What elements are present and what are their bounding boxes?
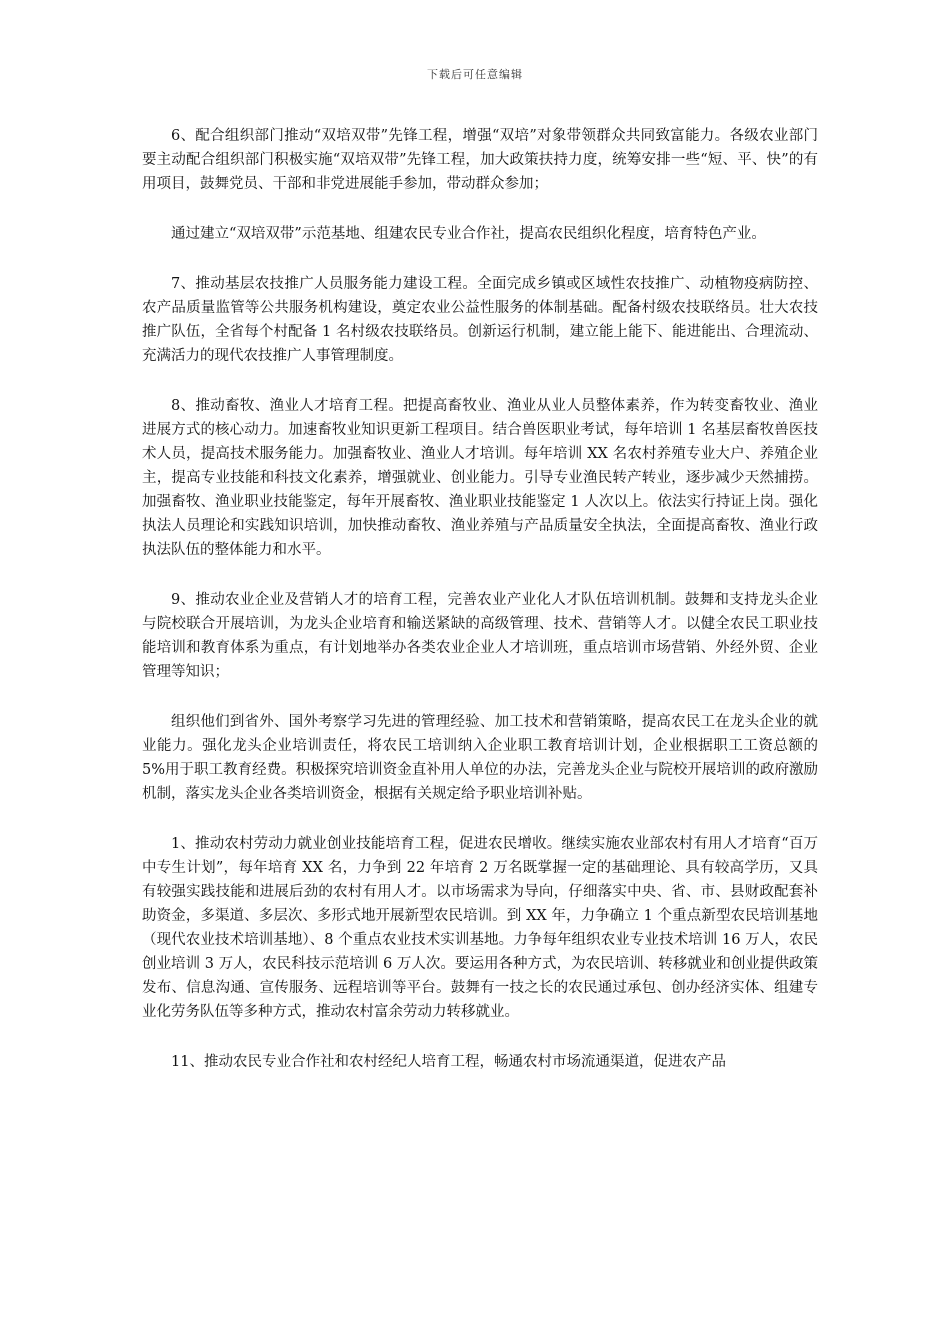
paragraph-11: 11、推动农民专业合作社和农村经纪人培育工程，畅通农村市场流通渠道，促进农产品 bbox=[171, 1054, 726, 1070]
paragraph-7: 7、推动基层农技推广人员服务能力建设工程。全面完成乡镇或区域性农技推广、动植物疫病防控、农产品质量监管等公共服务机构建设，奠定农业公益性服务的体制基础。配备村级农技联络员。壮大农技推广队伍，全省每个村配备 1 名村级农技联络员。创新运行机制，建立能上能下、能进能出、合理流动、充满活力的现代农技推广人事管理制度。 bbox=[142, 276, 818, 364]
paragraph-9: 9、推动农业企业及营销人才的培育工程，完善农业产业化人才队伍培训机制。鼓舞和支持龙头企业与院校联合开展培训，为龙头企业培育和输送紧缺的高级管理、技术、营销等人才。以健全农民工职业技能培训和教育体系为重点，有计划地举办各类农业企业人才培训班，重点培训市场营销、外经外贸、企业管理等知识； bbox=[142, 592, 818, 680]
page-header-note: 下载后可任意编辑 bbox=[427, 68, 523, 81]
paragraph-1: 1、推动农村劳动力就业创业技能培育工程，促进农民增收。继续实施农业部农村有用人才培育“百万中专生计划”，每年培育 XX 名，力争到 22 年培育 2 万名既掌握一定的基础理论、具有较高学历，又具有较强实践技能和进展后劲的农村有用人才。以市场需求为导向，仔细落实中央、省、市、县财政配套补助资金，多渠道、多层次、多形式地开展新型农民培训。到 XX 年，力争确立 1 个重点新型农民培训基地（现代农业技术培训基地）、8 个重点农业技术实训基地。力争每年组织农业专业技术培训 16 万人，农民创业培训 3 万人，农民科技示范培训 6 万人次。要运用各种方式，为农民培训、转移就业和创业提供政策发布、信息沟通、宣传服务、远程培训等平台。鼓舞有一技之长的农民通过承包、创办经济实体、组建专业化劳务队伍等多种方式，推动农村富余劳动力转移就业。 bbox=[142, 836, 818, 1020]
document-body bbox=[142, 124, 818, 1098]
paragraph-6: 6、配合组织部门推动“双培双带”先锋工程，增强“双培”对象带领群众共同致富能力。各级农业部门要主动配合组织部门积极实施“双培双带”先锋工程，加大政策扶持力度，统筹安排一些“短、平、快”的有用项目，鼓舞党员、干部和非党进展能手参加，带动群众参加； bbox=[142, 128, 818, 192]
paragraph-6-continued: 通过建立“双培双带”示范基地、组建农民专业合作社，提高农民组织化程度，培育特色产业。 bbox=[171, 226, 766, 242]
paragraph-9-continued: 组织他们到省外、国外考察学习先进的管理经验、加工技术和营销策略，提高农民工在龙头企业的就业能力。强化龙头企业培训责任，将农民工培训纳入企业职工教育培训计划，企业根据职工工资总额的 5%用于职工教育经费。积极探究培训资金直补用人单位的办法，完善龙头企业与院校开展培训的政府激励机制，落实龙头企业各类培训资金，根据有关规定给予职业培训补贴。 bbox=[142, 714, 818, 802]
paragraph-8: 8、推动畜牧、渔业人才培育工程。把提高畜牧业、渔业从业人员整体素养，作为转变畜牧业、渔业进展方式的核心动力。加速畜牧业知识更新工程项目。结合兽医职业考试，每年培训 1 名基层畜牧兽医技术人员，提高技术服务能力。加强畜牧业、渔业人才培训。每年培训 XX 名农村养殖专业大户、养殖企业主，提高专业技能和科技文化素养，增强就业、创业能力。引导专业渔民转产转业，逐步减少天然捕捞。加强畜牧、渔业职业技能鉴定，每年开展畜牧、渔业职业技能鉴定 1 人次以上。依法实行持证上岗。强化执法人员理论和实践知识培训，加快推动畜牧、渔业养殖与产品质量安全执法，全面提高畜牧、渔业行政执法队伍的整体能力和水平。 bbox=[142, 398, 818, 558]
